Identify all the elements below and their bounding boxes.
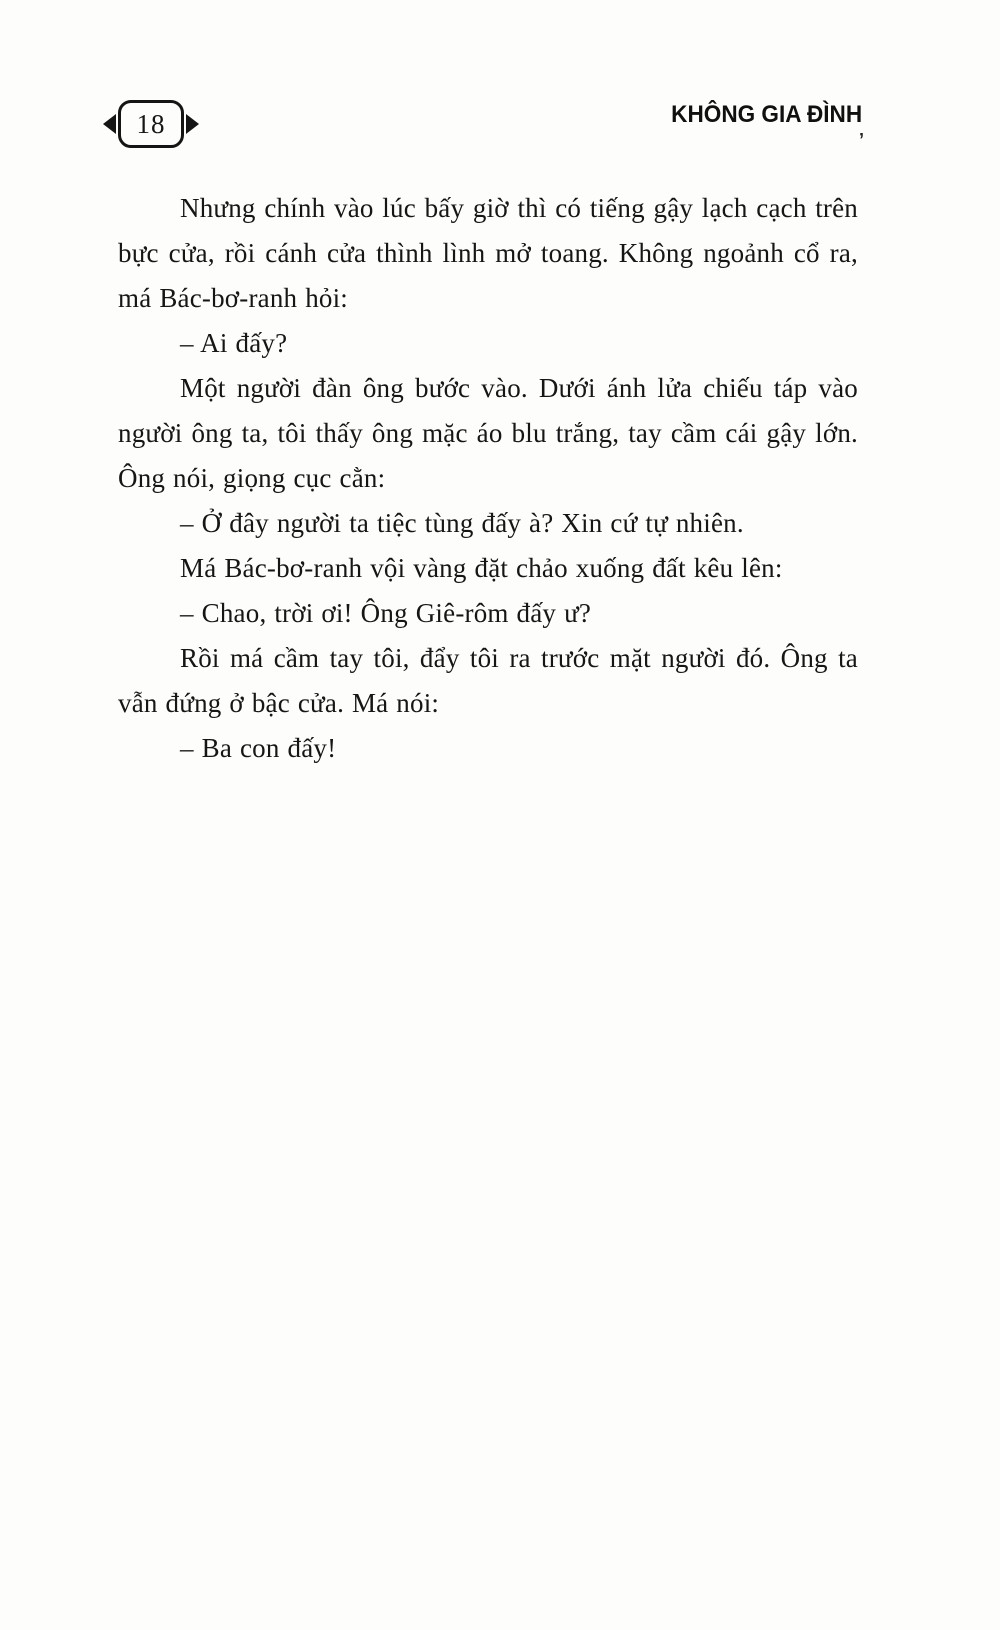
dialogue-line: – Chao, trời ơi! Ông Giê-rôm đấy ư? xyxy=(180,598,592,628)
page-header xyxy=(0,96,1000,156)
prev-page-arrow-icon xyxy=(103,114,116,134)
paragraph: Một người đàn ông bước vào. Dưới ánh lửa chiếu táp vào người ông ta, tôi thấy ông mặc áo blu trắng, tay cầm cái gậy lớn. Ông nói, giọng cục cằn: xyxy=(118,373,858,493)
page-body xyxy=(118,186,858,771)
page-number-box xyxy=(118,100,184,148)
book-title: KHÔNG GIA ĐÌNH xyxy=(671,101,862,128)
dialogue-line: – Ba con đấy! xyxy=(180,733,337,763)
page-number-marker xyxy=(103,100,199,148)
paragraph: Rồi má cầm tay tôi, đẩy tôi ra trước mặt người đó. Ông ta vẫn đứng ở bậc cửa. Má nói: xyxy=(118,643,858,718)
page-number: 18 xyxy=(136,108,166,139)
dialogue-line: – Ai đấy? xyxy=(180,328,288,358)
paragraph: Nhưng chính vào lúc bấy giờ thì có tiếng gậy lạch cạch trên bực cửa, rồi cánh cửa thình lình mở toang. Không ngoảnh cổ ra, má Bác-bơ-ranh hỏi: xyxy=(118,193,858,313)
paragraph: Má Bác-bơ-ranh vội vàng đặt chảo xuống đất kêu lên: xyxy=(180,553,783,583)
stray-ink-mark: ’ xyxy=(858,130,864,150)
next-page-arrow-icon xyxy=(186,114,199,134)
dialogue-line: – Ở đây người ta tiệc tùng đấy à? Xin cứ tự nhiên. xyxy=(180,508,744,538)
